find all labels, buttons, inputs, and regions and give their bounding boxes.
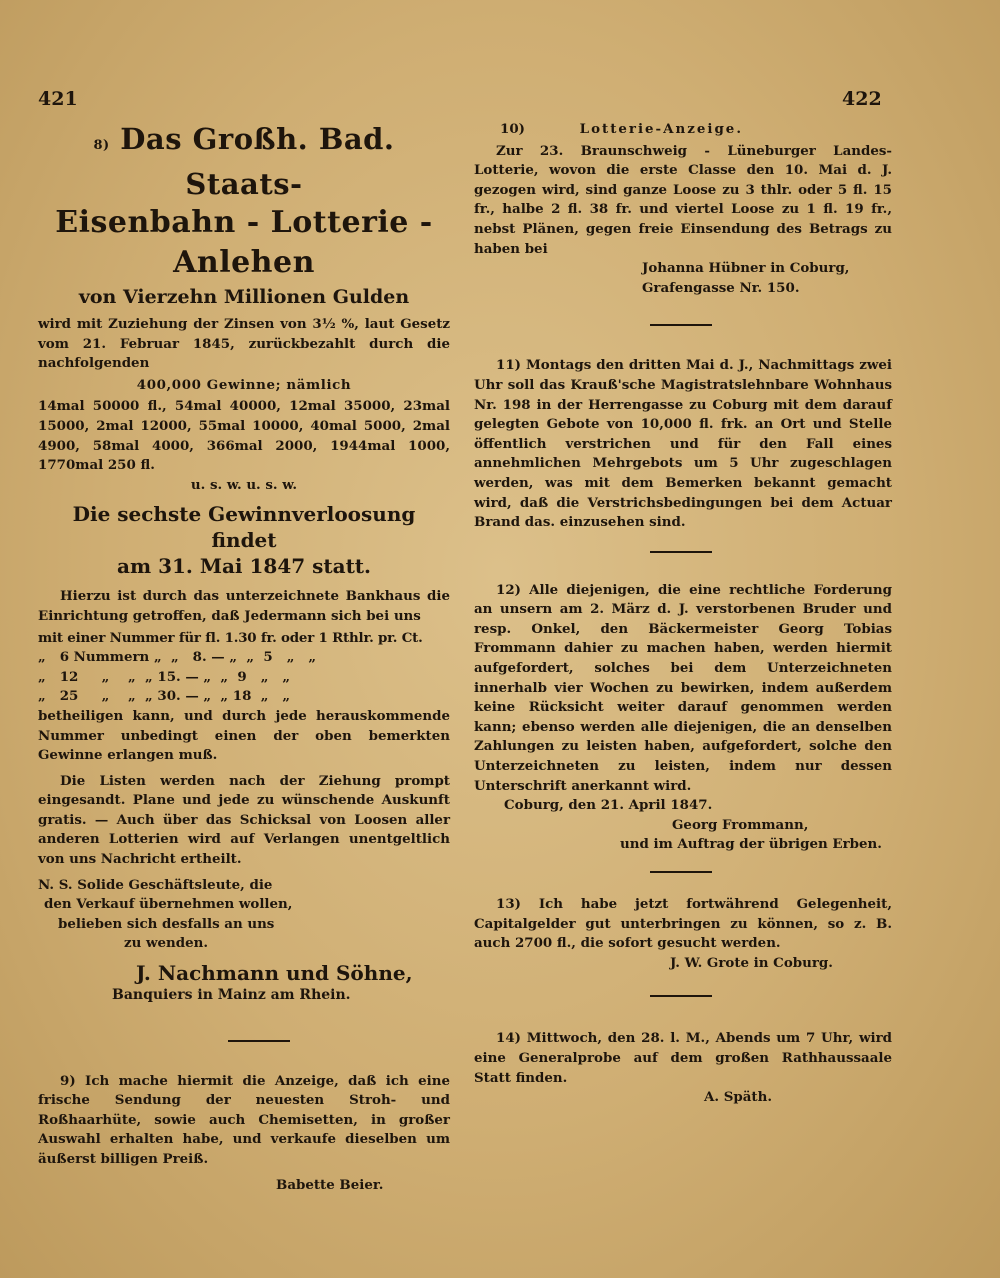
ad-9 (38, 1072, 450, 1196)
ad-10-sig1: Johanna Hübner in Coburg, (642, 260, 850, 277)
ad-14 (474, 1029, 892, 1107)
ad-8-prizes-list: 14mal 50000 fl., 54mal 40000, 12mal 35000, 23mal 15000, 2mal 12000, 55mal 10000, 40mal 5000, 2mal 4900, 58mal 4000, 366mal 2000, 1944mal 1000, 1770mal 250 fl. (38, 398, 450, 474)
ad-12-date: Coburg, den 21. April 1847. (504, 797, 713, 814)
divider (650, 324, 712, 326)
ad-8-prizes-etc: u. s. w. u. s. w. (190, 476, 298, 493)
ad-10-header (474, 120, 892, 140)
ad-8-body2: betheiligen kann, und durch jede herauskommende Nummer unbedingt einen der oben bemerkten Gewinne erlangen muß. (38, 707, 450, 764)
ad-8-prizes-heading: 400,000 Gewinne; nämlich (136, 376, 352, 393)
right-column (474, 120, 892, 1108)
ad-10-number: 10) (500, 121, 525, 137)
ad-8-firm-sub: Banquiers in Mainz am Rhein. (112, 987, 351, 1004)
left-column (38, 120, 450, 1195)
page-number-left: 421 (38, 88, 78, 110)
divider (650, 551, 712, 553)
ad-8-note2: den Verkauf übernehmen wollen, (44, 896, 293, 913)
divider (228, 1040, 290, 1042)
ad-8-title-line3: von Vierzehn Millionen Gulden (78, 286, 410, 308)
ad-12-text: 12) Alle diejenigen, die eine rechtliche Forderung an unsern am 2. März d. J. verstorbenen Bruder und resp. Onkel, den Bäckermeister Georg Tobias Frommann dahier zu machen haben, werden hiermit aufgefordert, solches bei dem Unterzeichneten innerhalb vier Wochen zu bewirken, indem außerdem keine Rücksicht weiter darauf genommen werden kann; ebenso werden alle diejenigen, die an denselben Zahlungen zu leisten haben, aufgefordert, solche den Unterzeichneten zu leisten, indem nur dessen Unterschrift anerkannt wird. (474, 581, 892, 794)
ad-8-note4: zu wenden. (124, 935, 209, 952)
ad-8-title-text: Das Großh. Bad. Staats- (120, 122, 395, 201)
ad-10-heading: Lotterie-Anzeige. (579, 121, 743, 137)
ad-12-sig1: Georg Frommann, (672, 816, 809, 833)
ad-8-number: 8) (93, 138, 110, 153)
ad-14-signature: A. Späth. (704, 1089, 773, 1106)
ad-14-text: 14) Mittwoch, den 28. l. M., Abends um 7 Uhr, wird eine Generalprobe auf dem großen Rathhaussaale Statt finden. (474, 1030, 892, 1086)
ad-8-price-line: mit einer Nummer für fl. 1.30 fr. oder 1 Rthlr. pr. Ct. (38, 629, 423, 646)
page-number-right: 422 (842, 88, 882, 110)
ad-11 (474, 356, 892, 532)
ad-10-text: Zur 23. Braunschweig - Lüneburger Landes-Lotterie, wovon die erste Classe den 10. Mai d. J. gezogen wird, sind ganze Loose zu 3 thlr. oder 5 fl. 15 fr., halbe 2 fl. 38 fr. und viertel Loose zu 1 fl. 19 fr., nebst Plänen, gegen freie Einsendung des Betrags zu haben bei (474, 142, 892, 257)
ad-8-price-row1: „ 6 Nummern „ „ 8. — „ „ 5 „ „ (38, 649, 317, 666)
divider (650, 871, 712, 873)
ad-13-signature: J. W. Grote in Coburg. (670, 954, 833, 971)
ad-10 (474, 120, 892, 298)
divider (650, 995, 712, 997)
ad-8-body3: Die Listen werden nach der Ziehung prompt eingesandt. Plane und jede zu wünschende Auskunft gratis. — Auch über das Schicksal von Loosen aller anderen Lotterien wird auf Verlangen unentgeltlich von uns Nachricht ertheilt. (38, 772, 450, 868)
ad-8-note1: N. S. Solide Geschäftsleute, die (38, 876, 273, 893)
ad-10-sig2: Grafengasse Nr. 150. (642, 279, 800, 296)
ad-13-text: 13) Ich habe jetzt fortwährend Gelegenheit, Capitalgelder gut unterbringen zu können, so z. B. auch 2700 fl., die sofort gesucht werden. (474, 896, 892, 952)
ad-8-draw-line1: Die sechste Gewinnverloosung findet (72, 502, 416, 553)
ad-8-note3: belieben sich desfalls an uns (58, 915, 275, 932)
ad-11-text: 11) Montags den dritten Mai d. J., Nachmittags zwei Uhr soll das Krauß'sche Magistratslehnbare Wohnhaus Nr. 198 in der Herrengasse zu Coburg mit dem darauf gelegten Gebote von 10,000 fl. frk. an Ort und Stelle öffentlich verstrichen und für den Fall eines annehmlichen Mehrgebots um 5 Uhr zugeschlagen werden, was mit dem Bemerken bekannt gemacht wird, daß die Verstrichsbedingungen bei dem Actuar Brand das. einzusehen sind. (474, 357, 892, 531)
ad-8-title-line1 (38, 120, 450, 203)
ad-8-intro: wird mit Zuziehung der Zinsen von 3½ %, laut Gesetz vom 21. Februar 1845, zurückbezahlt durch die nachfolgenden (38, 316, 450, 372)
ad-8-firm: J. Nachmann und Söhne, (136, 961, 413, 986)
ad-13 (474, 895, 892, 973)
ad-9-signature: Babette Beier. (276, 1176, 384, 1193)
ad-8-body1: Hierzu ist durch das unterzeichnete Bankhaus die Einrichtung getroffen, daß Jedermann sich bei uns (38, 588, 450, 624)
ad-8-price-row3: „ 25 „ „ „ 30. — „ „ 18 „ „ (38, 688, 291, 705)
ad-9-text: 9) Ich mache hiermit die Anzeige, daß ich eine frische Sendung der neuesten Stroh- und Roßhaarhüte, sowie auch Chemisetten, in großer Auswahl erhalten habe, und verkaufe dieselben um äußerst billigen Preiß. (38, 1072, 450, 1167)
ad-8-price-row2: „ 12 „ „ „ 15. — „ „ 9 „ „ (38, 668, 291, 685)
ad-8-title-line2: Eisenbahn - Lotterie - Anlehen (55, 205, 433, 280)
ad-8 (38, 120, 450, 1006)
ad-12-sig2: und im Auftrag der übrigen Erben. (620, 836, 882, 853)
ad-8-draw-line2: am 31. Mai 1847 statt. (116, 554, 372, 579)
ad-12 (474, 581, 892, 855)
